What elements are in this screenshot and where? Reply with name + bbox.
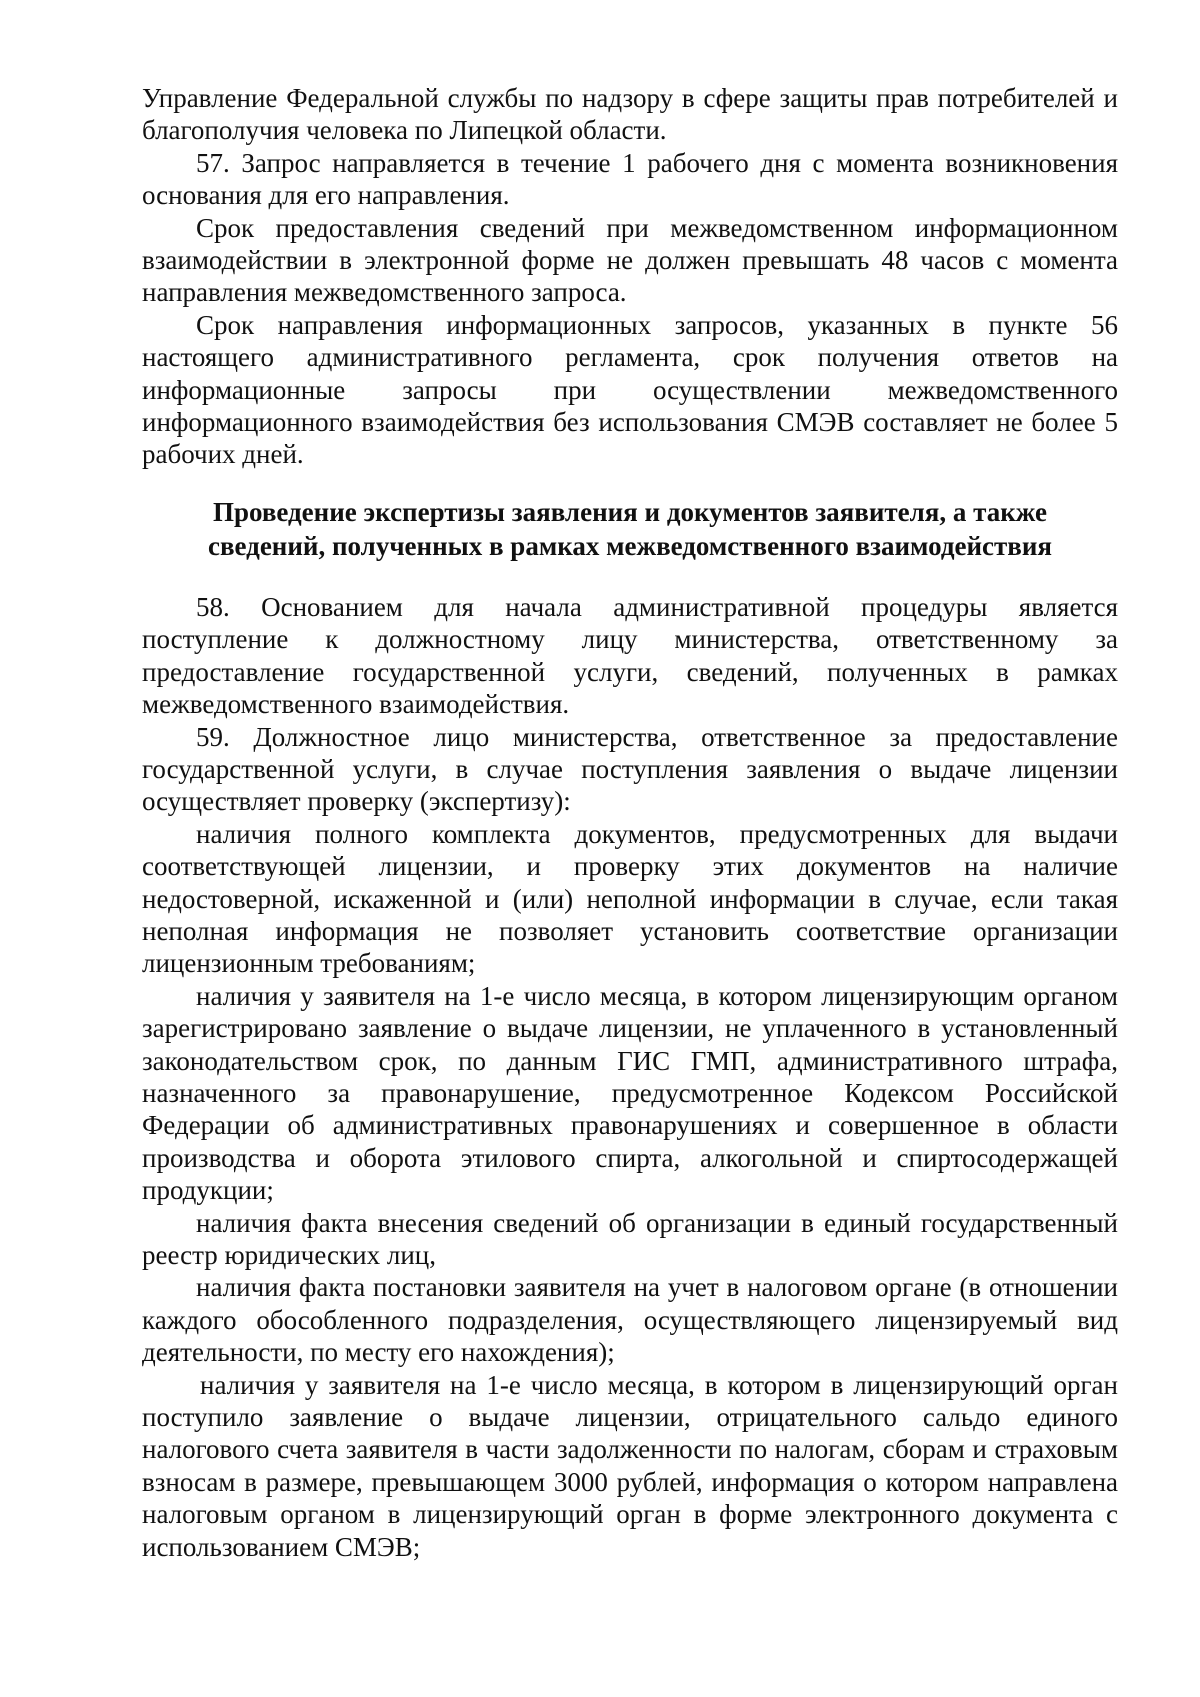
paragraph-term-electronic: Срок предоставления сведений при межведомственном информационном взаимодействии в электронной форме не должен превышать 48 часов с момента направления межведомственного запроса. (142, 212, 1118, 308)
list-item-tax-registration: наличия факта постановки заявителя на учет в налоговом органе (в отношении каждого обособленного подразделения, осуществляющего лицензируемый вид деятельности, по месту его нахождения); (142, 1272, 1118, 1368)
list-item-tax-balance: наличия у заявителя на 1-е число месяца, в котором в лицензирующий орган поступило заявление о выдаче лицензии, отрицательного сальдо единого налогового счета заявителя в части задолженности по налогам, сборам и страховым взносам в размере, превышающем 3000 рублей, информация о котором направлена налоговым органом в лицензирующий орган в форме электронного документа с использованием СМЭВ; (142, 1369, 1118, 1562)
paragraph-58: 58. Основанием для начала административной процедуры является поступление к должностному лицу министерства, ответственному за предоставление государственной услуги, сведений, полученных в рамках межведомственного взаимодействия. (142, 591, 1118, 720)
paragraph-59: 59. Должностное лицо министерства, ответственное за предоставление государственной услуги, в случае поступления заявления о выдаче лицензии осуществляет проверку (экспертизу): (142, 721, 1118, 817)
section-heading-line-1: Проведение экспертизы заявления и документов заявителя, а также (212, 496, 1048, 527)
paragraph-57: 57. Запрос направляется в течение 1 рабочего дня с момента возникновения основания для его направления. (142, 147, 1118, 211)
list-item-egrul-register: наличия факта внесения сведений об организации в единый государственный реестр юридических лиц, (142, 1207, 1118, 1270)
list-item-unpaid-fine: наличия у заявителя на 1-е число месяца, в котором лицензирующим органом зарегистрировано заявление о выдаче лицензии, не уплаченного в установленный законодательством срок, по данным ГИС ГМП, административного штрафа, назначенного за правонарушение, предусмотренное Кодексом Российской Федерации об административных правонарушениях и совершенное в области производства и оборота этилового спирта, алкогольной и спиртосодержащей продукции; (142, 980, 1118, 1206)
document-body (142, 82, 1118, 1563)
paragraph-term-requests: Срок направления информационных запросов, указанных в пункте 56 настоящего административного регламента, срок получения ответов на информационные запросы при осуществлении межведомственного информационного взаимодействия без использования СМЭВ составляет не более 5 рабочих дней. (142, 309, 1118, 470)
paragraph-intro-continuation: Управление Федеральной службы по надзору в сфере защиты прав потребителей и благополучия человека по Липецкой области. (142, 83, 1118, 146)
section-heading-line-2: сведений, полученных в рамках межведомственного взаимодействия (207, 530, 1053, 561)
section-heading (142, 495, 1118, 563)
list-item-documents-check: наличия полного комплекта документов, предусмотренных для выдачи соответствующей лицензии, и проверку этих документов на наличие недостоверной, искаженной и (или) неполной информации в случае, если такая неполная информация не позволяет установить соответствие организации лицензионным требованиям; (142, 818, 1118, 979)
